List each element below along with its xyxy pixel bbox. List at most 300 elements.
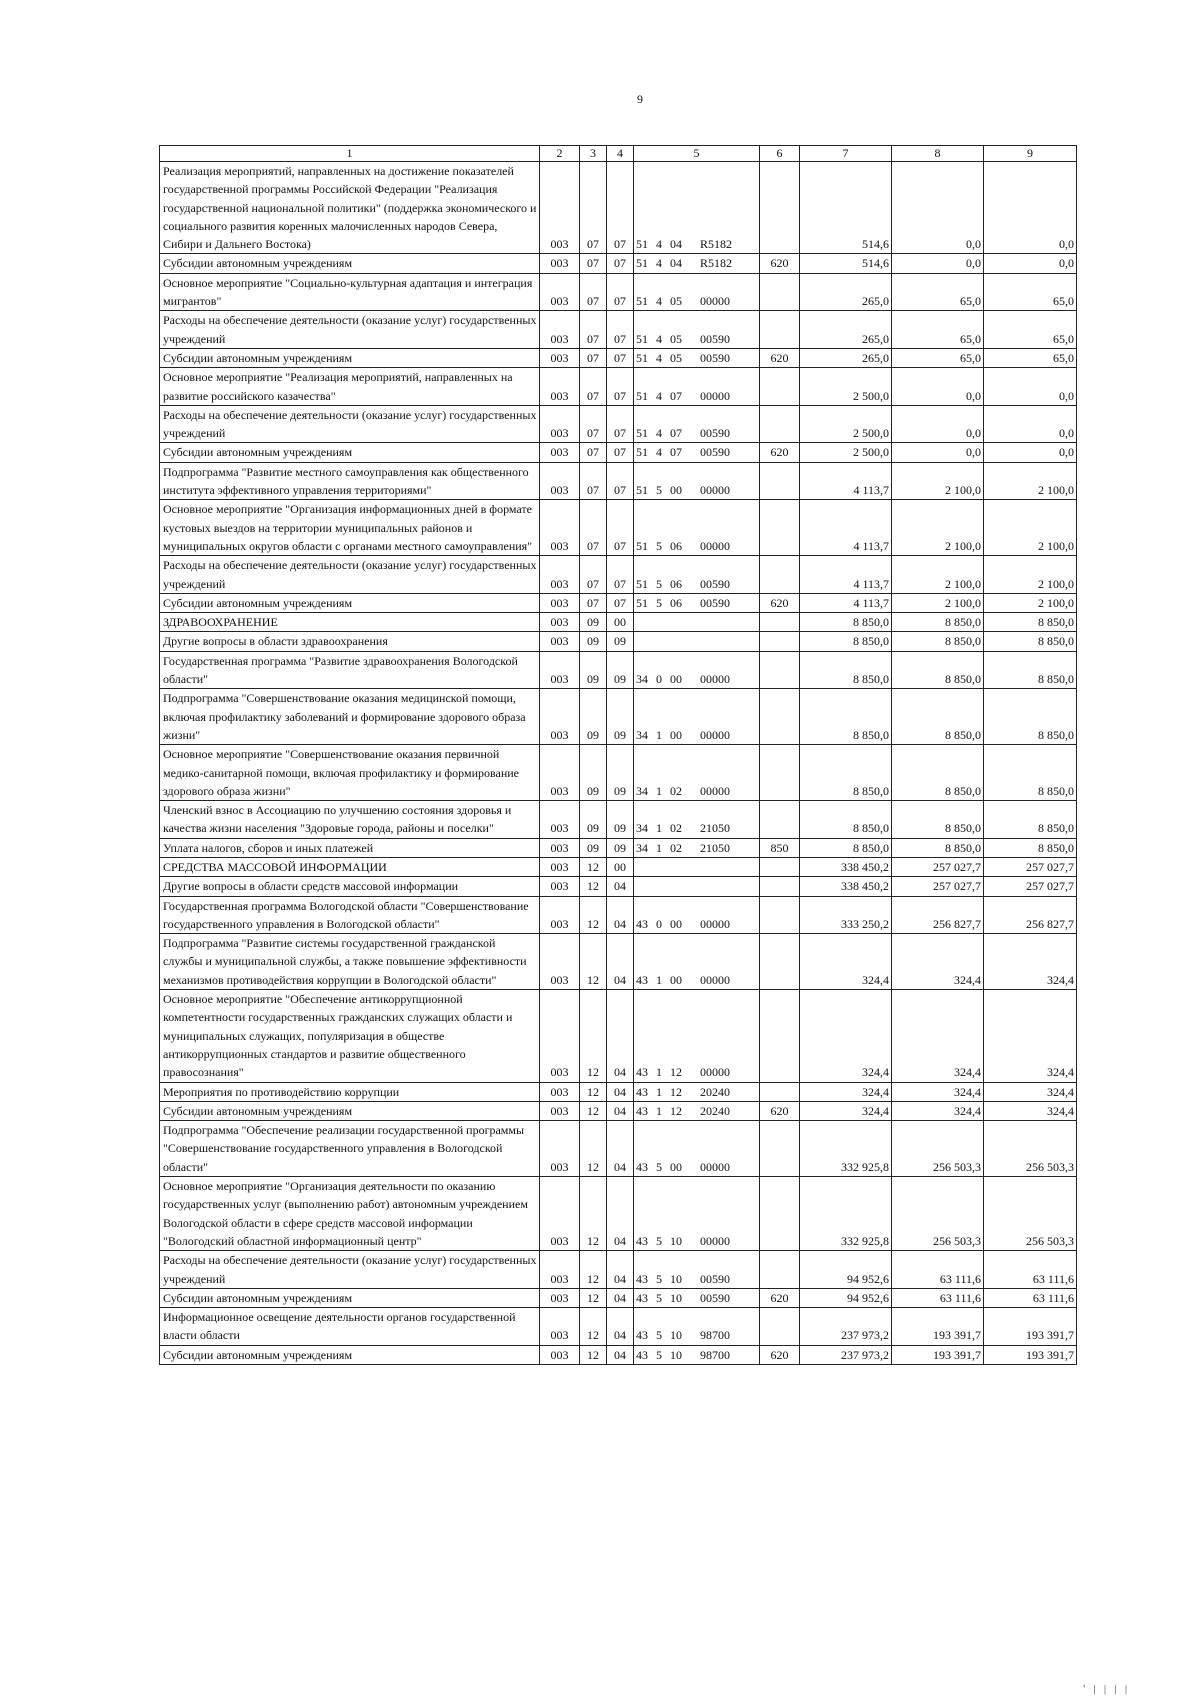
row-ministry-code: 003 (540, 857, 580, 876)
target-event: 10 (670, 1290, 682, 1305)
row-amount-col7: 265,0 (800, 348, 892, 367)
row-target-article (634, 1101, 760, 1120)
header-cell-9: 9 (984, 146, 1077, 162)
table-row (160, 556, 1077, 594)
row-amount-col7: 8 850,0 (800, 632, 892, 651)
row-section-code: 07 (580, 254, 607, 273)
target-subprogram: 5 (656, 576, 662, 591)
row-ministry-code: 003 (540, 462, 580, 500)
target-direction: 00000 (700, 483, 730, 498)
header-cell-1: 1 (160, 146, 540, 162)
row-subsection-code: 07 (607, 462, 634, 500)
row-target-article (634, 651, 760, 689)
target-program: 43 (636, 1159, 648, 1174)
row-subsection-code: 00 (607, 857, 634, 876)
row-amount-col9: 0,0 (984, 443, 1077, 462)
target-program: 34 (636, 783, 648, 798)
row-amount-col8: 193 391,7 (892, 1308, 984, 1346)
table-row (160, 838, 1077, 857)
target-event: 10 (670, 1347, 682, 1362)
row-target-article (634, 1288, 760, 1307)
row-section-code: 07 (580, 368, 607, 406)
row-amount-col9: 324,4 (984, 1101, 1077, 1120)
row-ministry-code: 003 (540, 896, 580, 934)
target-subprogram: 5 (656, 595, 662, 610)
row-amount-col9: 8 850,0 (984, 651, 1077, 689)
row-amount-col7: 4 113,7 (800, 556, 892, 594)
row-section-code: 12 (580, 1177, 607, 1251)
row-name: Реализация мероприятий, направленных на достижение показателей государственной программы Российской Федерации "Реализация государственной национальной политики" (поддержка экономического и социального развития коренных малочисленных народов Севера, Сибири и Дальнего Востока) (160, 162, 540, 254)
target-event: 05 (670, 331, 682, 346)
row-ministry-code: 003 (540, 877, 580, 896)
row-amount-col8: 8 850,0 (892, 651, 984, 689)
row-amount-col7: 8 850,0 (800, 651, 892, 689)
target-program: 43 (636, 1103, 648, 1118)
row-name: Расходы на обеспечение деятельности (оказание услуг) государственных учреждений (160, 1251, 540, 1289)
table-row (160, 1288, 1077, 1307)
row-ministry-code: 003 (540, 368, 580, 406)
row-amount-col8: 63 111,6 (892, 1251, 984, 1289)
row-ministry-code: 003 (540, 651, 580, 689)
target-subprogram: 5 (656, 1233, 662, 1248)
row-ministry-code: 003 (540, 443, 580, 462)
row-amount-col7: 4 113,7 (800, 500, 892, 556)
target-subprogram: 5 (656, 1159, 662, 1174)
row-ministry-code: 003 (540, 1345, 580, 1364)
row-amount-col9: 256 503,3 (984, 1177, 1077, 1251)
row-ministry-code: 003 (540, 1308, 580, 1346)
row-amount-col9: 8 850,0 (984, 689, 1077, 745)
row-amount-col8: 257 027,7 (892, 857, 984, 876)
row-amount-col8: 2 100,0 (892, 500, 984, 556)
row-subsection-code: 09 (607, 838, 634, 857)
table-row (160, 613, 1077, 632)
target-event: 07 (670, 445, 682, 460)
row-amount-col9: 193 391,7 (984, 1345, 1077, 1364)
target-subprogram: 1 (656, 821, 662, 836)
target-direction: 00590 (700, 350, 730, 365)
margin-marks: ' | | | | (1083, 1684, 1130, 1695)
target-direction: 21050 (700, 840, 730, 855)
row-ministry-code: 003 (540, 1121, 580, 1177)
row-subsection-code: 09 (607, 651, 634, 689)
row-amount-col9: 8 850,0 (984, 613, 1077, 632)
row-amount-col9: 63 111,6 (984, 1288, 1077, 1307)
target-event: 10 (670, 1271, 682, 1286)
row-amount-col7: 2 500,0 (800, 405, 892, 443)
row-amount-col8: 63 111,6 (892, 1288, 984, 1307)
row-section-code: 12 (580, 896, 607, 934)
row-amount-col8: 8 850,0 (892, 689, 984, 745)
row-name: Подпрограмма "Развитие системы государственной гражданской службы и муниципальной службы, а также повышение эффективности механизмов противодействия коррупции в Вологодской области" (160, 934, 540, 990)
row-target-article (634, 368, 760, 406)
row-expense-type: 620 (760, 1288, 800, 1307)
row-expense-type (760, 613, 800, 632)
row-section-code: 12 (580, 1101, 607, 1120)
row-section-code: 07 (580, 273, 607, 311)
target-event: 07 (670, 426, 682, 441)
row-name: Информационное освещение деятельности органов государственной власти области (160, 1308, 540, 1346)
header-cell-5: 5 (634, 146, 760, 162)
row-section-code: 07 (580, 593, 607, 612)
row-amount-col9: 65,0 (984, 311, 1077, 349)
table-row (160, 254, 1077, 273)
target-event: 04 (670, 256, 682, 271)
row-amount-col9: 0,0 (984, 405, 1077, 443)
table-row (160, 1177, 1077, 1251)
row-amount-col7: 332 925,8 (800, 1121, 892, 1177)
row-amount-col8: 0,0 (892, 162, 984, 254)
target-direction: 00590 (700, 1271, 730, 1286)
row-ministry-code: 003 (540, 632, 580, 651)
target-subprogram: 4 (656, 294, 662, 309)
target-event: 12 (670, 1065, 682, 1080)
target-subprogram: 1 (656, 1103, 662, 1118)
row-expense-type (760, 877, 800, 896)
row-target-article (634, 443, 760, 462)
target-event: 06 (670, 595, 682, 610)
row-amount-col9: 8 850,0 (984, 745, 1077, 801)
row-target-article (634, 1177, 760, 1251)
target-event: 00 (670, 916, 682, 931)
target-program: 51 (636, 350, 648, 365)
target-direction: R5182 (700, 256, 733, 271)
row-expense-type (760, 745, 800, 801)
target-direction: 21050 (700, 821, 730, 836)
row-amount-col9: 193 391,7 (984, 1308, 1077, 1346)
row-expense-type: 620 (760, 254, 800, 273)
row-expense-type (760, 311, 800, 349)
row-expense-type (760, 632, 800, 651)
row-subsection-code: 04 (607, 1101, 634, 1120)
target-program: 43 (636, 916, 648, 931)
row-name: Подпрограмма "Обеспечение реализации государственной программы "Совершенствование государственного управления в Вологодской области" (160, 1121, 540, 1177)
row-target-article (634, 990, 760, 1082)
target-subprogram: 1 (656, 727, 662, 742)
table-row (160, 689, 1077, 745)
row-section-code: 07 (580, 348, 607, 367)
target-program: 43 (636, 1290, 648, 1305)
row-expense-type (760, 273, 800, 311)
row-amount-col9: 324,4 (984, 990, 1077, 1082)
target-program: 43 (636, 1233, 648, 1248)
row-amount-col8: 0,0 (892, 405, 984, 443)
row-amount-col8: 2 100,0 (892, 593, 984, 612)
row-section-code: 12 (580, 1308, 607, 1346)
row-amount-col8: 65,0 (892, 311, 984, 349)
row-amount-col7: 94 952,6 (800, 1251, 892, 1289)
target-direction: 20240 (700, 1103, 730, 1118)
target-direction: 00000 (700, 672, 730, 687)
row-amount-col8: 256 827,7 (892, 896, 984, 934)
row-section-code: 07 (580, 443, 607, 462)
row-expense-type (760, 990, 800, 1082)
row-amount-col9: 2 100,0 (984, 556, 1077, 594)
row-target-article (634, 593, 760, 612)
target-subprogram: 5 (656, 1271, 662, 1286)
target-event: 00 (670, 1159, 682, 1174)
table-row (160, 593, 1077, 612)
row-amount-col8: 2 100,0 (892, 556, 984, 594)
row-expense-type: 850 (760, 838, 800, 857)
target-event: 02 (670, 840, 682, 855)
row-expense-type (760, 462, 800, 500)
row-amount-col8: 8 850,0 (892, 613, 984, 632)
target-subprogram: 1 (656, 972, 662, 987)
target-direction: 00000 (700, 916, 730, 931)
row-expense-type (760, 1121, 800, 1177)
target-subprogram: 4 (656, 388, 662, 403)
row-ministry-code: 003 (540, 1082, 580, 1101)
row-amount-col7: 8 850,0 (800, 801, 892, 839)
row-expense-type: 620 (760, 348, 800, 367)
table-row (160, 1345, 1077, 1364)
row-name: Подпрограмма "Совершенствование оказания медицинской помощи, включая профилактику заболеваний и формирование здорового образа жизни" (160, 689, 540, 745)
target-subprogram: 1 (656, 783, 662, 798)
header-cell-3: 3 (580, 146, 607, 162)
row-amount-col9: 324,4 (984, 934, 1077, 990)
row-ministry-code: 003 (540, 801, 580, 839)
table-row (160, 348, 1077, 367)
row-subsection-code: 09 (607, 745, 634, 801)
target-event: 00 (670, 972, 682, 987)
row-name: Субсидии автономным учреждениям (160, 593, 540, 612)
row-amount-col9: 65,0 (984, 348, 1077, 367)
row-subsection-code: 04 (607, 1082, 634, 1101)
row-amount-col7: 94 952,6 (800, 1288, 892, 1307)
row-expense-type (760, 689, 800, 745)
row-subsection-code: 07 (607, 443, 634, 462)
row-expense-type: 620 (760, 1101, 800, 1120)
row-section-code: 12 (580, 1082, 607, 1101)
row-section-code: 12 (580, 1345, 607, 1364)
row-subsection-code: 04 (607, 1177, 634, 1251)
row-expense-type (760, 1177, 800, 1251)
row-section-code: 09 (580, 689, 607, 745)
table-row (160, 990, 1077, 1082)
target-program: 51 (636, 331, 648, 346)
target-direction: 00590 (700, 331, 730, 346)
target-direction: 00590 (700, 576, 730, 591)
row-section-code: 09 (580, 651, 607, 689)
row-section-code: 07 (580, 405, 607, 443)
target-direction: 00590 (700, 595, 730, 610)
row-name: Основное мероприятие "Реализация мероприятий, направленных на развитие российского казачества" (160, 368, 540, 406)
row-subsection-code: 07 (607, 348, 634, 367)
row-ministry-code: 003 (540, 990, 580, 1082)
row-amount-col9: 0,0 (984, 254, 1077, 273)
row-amount-col7: 324,4 (800, 934, 892, 990)
row-section-code: 07 (580, 556, 607, 594)
row-target-article (634, 405, 760, 443)
row-amount-col7: 4 113,7 (800, 462, 892, 500)
row-expense-type (760, 1308, 800, 1346)
row-section-code: 07 (580, 311, 607, 349)
row-section-code: 12 (580, 857, 607, 876)
row-amount-col8: 257 027,7 (892, 877, 984, 896)
row-target-article (634, 273, 760, 311)
target-subprogram: 5 (656, 1290, 662, 1305)
row-amount-col9: 8 850,0 (984, 632, 1077, 651)
target-subprogram: 4 (656, 331, 662, 346)
row-ministry-code: 003 (540, 745, 580, 801)
row-subsection-code: 09 (607, 689, 634, 745)
row-amount-col7: 4 113,7 (800, 593, 892, 612)
row-amount-col8: 2 100,0 (892, 462, 984, 500)
target-program: 51 (636, 256, 648, 271)
target-program: 51 (636, 483, 648, 498)
row-amount-col7: 237 973,2 (800, 1308, 892, 1346)
row-target-article (634, 896, 760, 934)
row-subsection-code: 07 (607, 162, 634, 254)
target-program: 34 (636, 840, 648, 855)
row-amount-col7: 8 850,0 (800, 838, 892, 857)
row-target-article (634, 934, 760, 990)
row-target-article (634, 348, 760, 367)
table-row (160, 632, 1077, 651)
header-cell-8: 8 (892, 146, 984, 162)
row-amount-col9: 63 111,6 (984, 1251, 1077, 1289)
row-name: Подпрограмма "Развитие местного самоуправления как общественного института эффективного управления территориями" (160, 462, 540, 500)
row-subsection-code: 07 (607, 254, 634, 273)
row-section-code: 09 (580, 745, 607, 801)
row-section-code: 12 (580, 1288, 607, 1307)
target-program: 51 (636, 426, 648, 441)
row-amount-col9: 2 100,0 (984, 593, 1077, 612)
row-target-article (634, 462, 760, 500)
row-target-article (634, 1308, 760, 1346)
row-name: Другие вопросы в области средств массовой информации (160, 877, 540, 896)
row-name: Основное мероприятие "Социально-культурная адаптация и интеграция мигрантов" (160, 273, 540, 311)
row-target-article (634, 1121, 760, 1177)
row-subsection-code: 04 (607, 990, 634, 1082)
row-section-code: 09 (580, 632, 607, 651)
row-section-code: 09 (580, 613, 607, 632)
target-subprogram: 5 (656, 1328, 662, 1343)
row-amount-col8: 256 503,3 (892, 1121, 984, 1177)
table-row (160, 857, 1077, 876)
row-ministry-code: 003 (540, 405, 580, 443)
table-row (160, 462, 1077, 500)
row-subsection-code: 07 (607, 311, 634, 349)
target-subprogram: 1 (656, 1084, 662, 1099)
row-amount-col9: 256 503,3 (984, 1121, 1077, 1177)
row-subsection-code: 04 (607, 1121, 634, 1177)
row-amount-col9: 257 027,7 (984, 857, 1077, 876)
target-program: 34 (636, 672, 648, 687)
row-subsection-code: 07 (607, 273, 634, 311)
row-amount-col8: 324,4 (892, 1101, 984, 1120)
row-name: Членский взнос в Ассоциацию по улучшению состояния здоровья и качества жизни населения "Здоровые города, районы и поселки" (160, 801, 540, 839)
table-row (160, 651, 1077, 689)
header-cell-6: 6 (760, 146, 800, 162)
row-expense-type (760, 500, 800, 556)
row-target-article (634, 500, 760, 556)
row-ministry-code: 003 (540, 613, 580, 632)
row-ministry-code: 003 (540, 254, 580, 273)
row-ministry-code: 003 (540, 556, 580, 594)
header-cell-7: 7 (800, 146, 892, 162)
row-section-code: 07 (580, 462, 607, 500)
target-event: 02 (670, 821, 682, 836)
row-amount-col8: 324,4 (892, 934, 984, 990)
row-expense-type (760, 405, 800, 443)
row-amount-col9: 2 100,0 (984, 500, 1077, 556)
table-row (160, 1101, 1077, 1120)
page-number: 9 (637, 92, 643, 106)
row-name: Уплата налогов, сборов и иных платежей (160, 838, 540, 857)
table-row (160, 877, 1077, 896)
target-subprogram: 1 (656, 840, 662, 855)
row-amount-col8: 65,0 (892, 273, 984, 311)
row-section-code: 09 (580, 801, 607, 839)
row-amount-col9: 2 100,0 (984, 462, 1077, 500)
target-program: 34 (636, 727, 648, 742)
target-program: 43 (636, 1065, 648, 1080)
row-amount-col8: 193 391,7 (892, 1345, 984, 1364)
row-section-code: 12 (580, 1121, 607, 1177)
target-direction: 98700 (700, 1347, 730, 1362)
row-name: Расходы на обеспечение деятельности (оказание услуг) государственных учреждений (160, 405, 540, 443)
row-target-article (634, 857, 760, 876)
target-subprogram: 4 (656, 426, 662, 441)
row-amount-col7: 324,4 (800, 990, 892, 1082)
row-name: ЗДРАВООХРАНЕНИЕ (160, 613, 540, 632)
target-direction: 00000 (700, 1233, 730, 1248)
target-program: 51 (636, 538, 648, 553)
target-direction: 00000 (700, 538, 730, 553)
row-target-article (634, 745, 760, 801)
row-amount-col8: 0,0 (892, 443, 984, 462)
target-event: 04 (670, 237, 682, 252)
row-amount-col7: 265,0 (800, 273, 892, 311)
table-row (160, 801, 1077, 839)
row-name: Расходы на обеспечение деятельности (оказание услуг) государственных учреждений (160, 556, 540, 594)
target-event: 00 (670, 483, 682, 498)
target-subprogram: 0 (656, 672, 662, 687)
row-section-code: 09 (580, 838, 607, 857)
target-direction: 00000 (700, 972, 730, 987)
row-expense-type (760, 651, 800, 689)
row-target-article (634, 254, 760, 273)
row-subsection-code: 04 (607, 934, 634, 990)
row-target-article (634, 689, 760, 745)
row-ministry-code: 003 (540, 500, 580, 556)
row-subsection-code: 07 (607, 405, 634, 443)
row-target-article (634, 877, 760, 896)
row-amount-col8: 8 850,0 (892, 838, 984, 857)
row-subsection-code: 09 (607, 632, 634, 651)
target-program: 43 (636, 972, 648, 987)
row-name: Субсидии автономным учреждениям (160, 254, 540, 273)
row-amount-col7: 8 850,0 (800, 745, 892, 801)
row-subsection-code: 07 (607, 368, 634, 406)
target-subprogram: 5 (656, 538, 662, 553)
row-subsection-code: 04 (607, 1345, 634, 1364)
row-amount-col7: 338 450,2 (800, 877, 892, 896)
row-name: Субсидии автономным учреждениям (160, 348, 540, 367)
target-program: 43 (636, 1271, 648, 1286)
target-event: 02 (670, 783, 682, 798)
row-amount-col7: 324,4 (800, 1082, 892, 1101)
target-direction: 00000 (700, 727, 730, 742)
row-target-article (634, 311, 760, 349)
row-amount-col7: 338 450,2 (800, 857, 892, 876)
table-row (160, 500, 1077, 556)
target-direction: 00000 (700, 1159, 730, 1174)
row-subsection-code: 07 (607, 593, 634, 612)
table-row (160, 162, 1077, 254)
